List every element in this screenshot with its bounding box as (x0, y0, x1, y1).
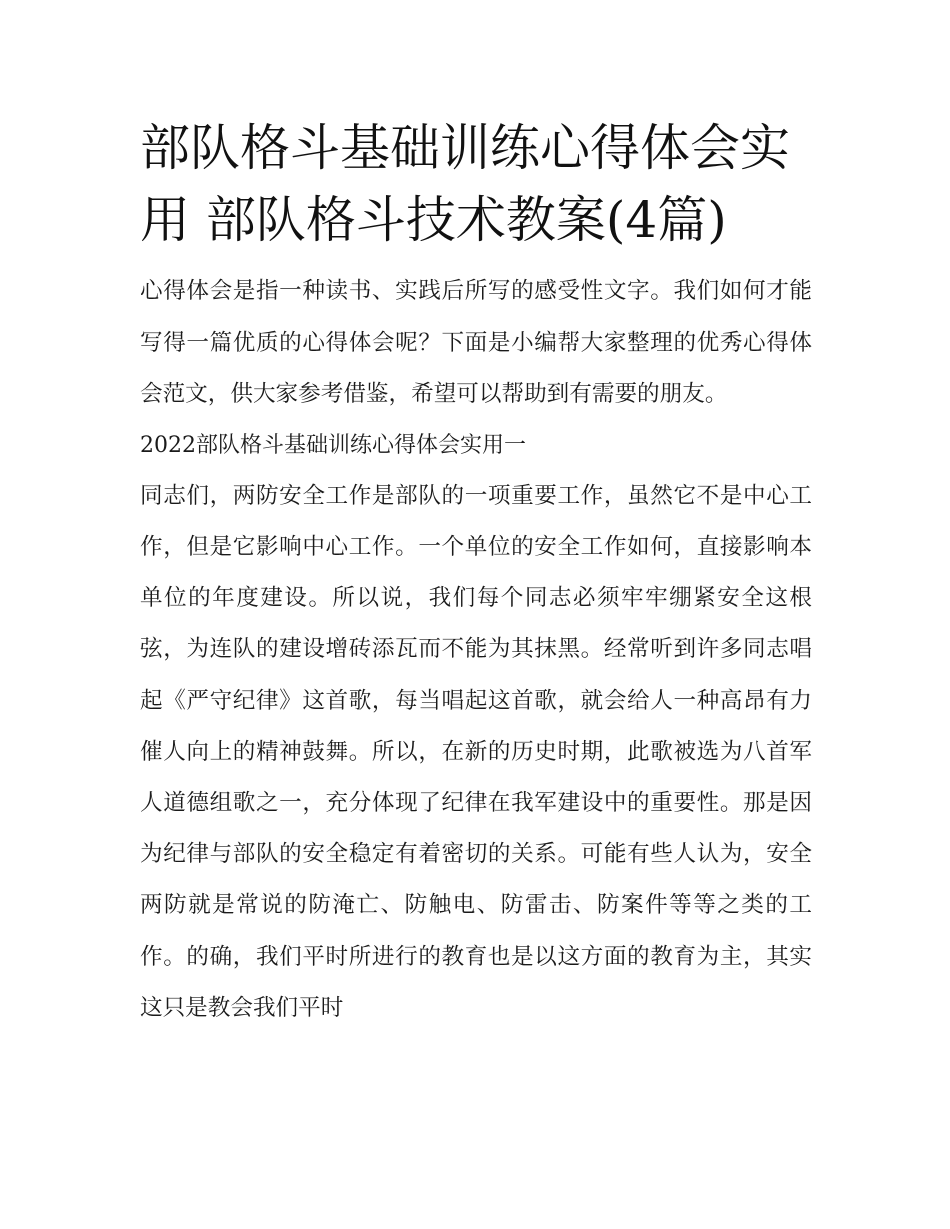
body-paragraph: 同志们，两防安全工作是部队的一项重要工作，虽然它不是中心工作，但是它影响中心工作。一个单位的安全工作如何，直接影响本单位的年度建设。所以说，我们每个同志必须牢牢绷紧安全这根弦，为连队的建设增砖添瓦而不能为其抹黑。经常听到许多同志唱起《严守纪律》这首歌，每当唱起这首歌，就会给人一种高昂有力催人向上的精神鼓舞。所以，在新的历史时期，此歌被选为八首军人道德组歌之一，充分体现了纪律在我军建设中的重要性。那是因为纪律与部队的安全稳定有着密切的关系。可能有些人认为，安全两防就是常说的防淹亡、防触电、防雷击、防案件等等之类的工作。的确，我们平时所进行的教育也是以这方面的教育为主，其实这只是教会我们平时 (140, 482, 812, 1021)
document-title: 部队格斗基础训练心得体会实用 部队格斗技术教案(4篇) (140, 119, 790, 249)
intro-paragraph: 心得体会是指一种读书、实践后所写的感受性文字。我们如何才能写得一篇优质的心得体会呢？下面是小编帮大家整理的优秀心得体会范文，供大家参考借鉴，希望可以帮助到有需要的朋友。 (140, 278, 812, 408)
document-page (140, 112, 812, 1034)
section-heading: 2022部队格斗基础训练心得体会实用一 (140, 432, 526, 458)
